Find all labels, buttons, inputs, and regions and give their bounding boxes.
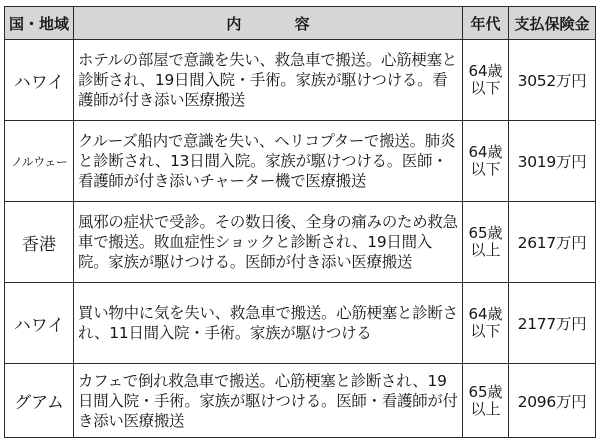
row-content: ホテルの部屋で意識を失い、救急車で搬送。心筋梗塞と診断され、19日間入院・手術。家族が駆けつける。看護師が付き添い医療搬送 bbox=[74, 40, 463, 121]
row-country: グアム bbox=[5, 364, 74, 438]
row-content: クルーズ船内で意識を失い、ヘリコプターで搬送。肺炎と診断され、13日間入院。家族が駆けつける。医師・看護師が付き添いチャーター機で医療搬送 bbox=[74, 121, 463, 202]
row-content: 風邪の症状で受診。その数日後、全身の痛みのため救急車で搬送。敗血症性ショックと診断され、19日間入院。家族が駆けつける。医師が付き添い医療搬送 bbox=[74, 202, 463, 283]
row-content: カフェで倒れ救急車で搬送。心筋梗塞と診断され、19日間入院・手術。家族が駆けつける。医師・看護師が付き添い医療搬送 bbox=[74, 364, 463, 438]
row-country: ハワイ bbox=[5, 283, 74, 364]
table-row bbox=[5, 283, 596, 364]
row-age bbox=[463, 202, 509, 283]
row-age bbox=[463, 121, 509, 202]
header-content: 内 容 bbox=[74, 7, 463, 40]
header-age: 年代 bbox=[463, 7, 509, 40]
row-age-line2: 以下 bbox=[470, 79, 501, 97]
row-age-line1: 65歳 bbox=[468, 224, 503, 242]
row-age bbox=[463, 40, 509, 121]
row-amount: 3019万円 bbox=[509, 121, 596, 202]
header-amount: 支払保険金 bbox=[509, 7, 596, 40]
row-amount: 2177万円 bbox=[509, 283, 596, 364]
insurance-claims-table bbox=[4, 6, 596, 438]
table-row bbox=[5, 202, 596, 283]
row-age bbox=[463, 364, 509, 438]
table-header-row bbox=[5, 7, 596, 40]
row-age-line1: 64歳 bbox=[468, 143, 503, 161]
table-row bbox=[5, 364, 596, 438]
row-amount: 2096万円 bbox=[509, 364, 596, 438]
row-amount: 3052万円 bbox=[509, 40, 596, 121]
row-age-line2: 以下 bbox=[470, 322, 501, 340]
row-age-line1: 64歳 bbox=[468, 305, 503, 323]
row-amount: 2617万円 bbox=[509, 202, 596, 283]
header-country: 国・地域 bbox=[5, 7, 74, 40]
table-row bbox=[5, 40, 596, 121]
row-age-line2: 以上 bbox=[470, 399, 501, 418]
row-age-line2: 以下 bbox=[470, 160, 501, 178]
row-age bbox=[463, 283, 509, 364]
row-country: ハワイ bbox=[5, 40, 74, 121]
row-age-line1: 64歳 bbox=[468, 62, 503, 80]
row-country: 香港 bbox=[5, 202, 74, 283]
row-age-line2: 以上 bbox=[470, 241, 501, 259]
row-content: 買い物中に気を失い、救急車で搬送。心筋梗塞と診断され、11日間入院・手術。家族が駆けつける bbox=[74, 283, 463, 364]
row-age-line1: 65歳 bbox=[468, 382, 503, 401]
row-country: ノルウェー bbox=[5, 121, 74, 202]
table-row bbox=[5, 121, 596, 202]
